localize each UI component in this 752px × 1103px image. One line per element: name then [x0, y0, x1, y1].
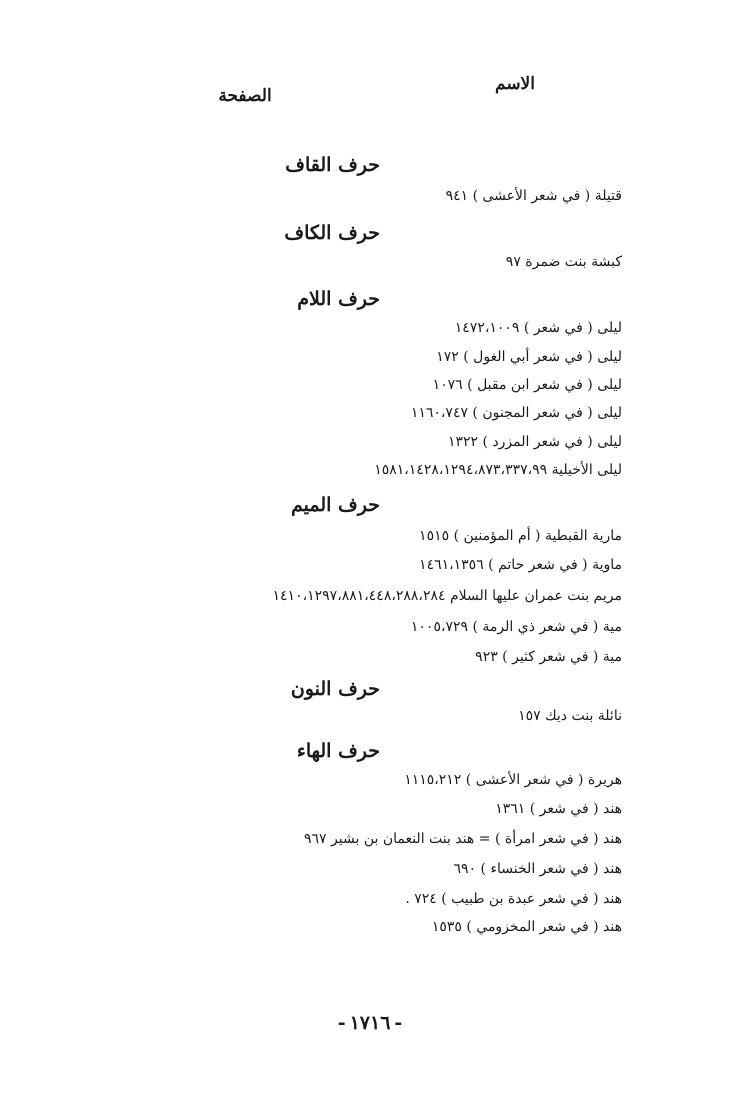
header-page-column: الصفحة [218, 86, 272, 106]
index-entry: قتيلة ( في شعر الأعشى ) ٩٤١ [445, 188, 622, 204]
section-heading-ha: حرف الهاء [296, 740, 380, 762]
section-heading-nun: حرف النون [290, 678, 380, 700]
index-entry: هند ( في شعر الخنساء ) ٦٩٠ [453, 861, 622, 877]
index-entry: هريرة ( في شعر الأعشى ) ١١١٥،٢١٢ [404, 772, 622, 788]
section-heading-qaf: حرف القاف [285, 154, 380, 176]
index-entry: هند ( في شعر المخزومي ) ١٥٣٥ [431, 919, 622, 935]
index-entry: ماوية ( في شعر حاتم ) ١٤٦١،١٣٥٦ [419, 557, 622, 573]
index-entry: هند ( في شعر امرأة ) = هند بنت النعمان بن بشير ٩٦٧ [304, 831, 622, 847]
index-entry: ليلى ( في شعر أبي الغول ) ١٧٢ [436, 349, 622, 365]
page-number [300, 1012, 440, 1034]
index-entry: ليلى ( في شعر ) ١٤٧٢،١٠٠٩ [454, 320, 622, 336]
page-number-dash: - [337, 1012, 346, 1034]
index-entry: كبشة بنت ضمرة ٩٧ [505, 254, 622, 270]
index-entry: مية ( في شعر كثير ) ٩٢٣ [475, 649, 622, 665]
section-heading-mim: حرف الميم [291, 494, 380, 516]
index-entry: ليلى ( في شعر المجنون ) ١١٦٠،٧٤٧ [410, 405, 622, 421]
page-number-value: ١٧١٦ [349, 1012, 391, 1034]
index-entry: هند ( في شعر ) ١٣٦١ [495, 801, 622, 817]
index-entry: نائلة بنت ديك ١٥٧ [518, 708, 622, 724]
index-entry: مريم بنت عمران عليها السلام ١٤١٠،١٢٩٧،٨٨١،٤٤٨،٢٨٨،٢٨٤ [272, 588, 622, 604]
header-name-column: الاسم [495, 74, 535, 94]
index-entry: ليلى ( في شعر المزرد ) ١٣٢٢ [447, 434, 622, 450]
index-entry: ليلى ( في شعر ابن مقبل ) ١٠٧٦ [432, 377, 622, 393]
index-entry: مارية القبطية ( أم المؤمنين ) ١٥١٥ [419, 528, 622, 544]
index-entry: مية ( في شعر ذي الرمة ) ١٠٠٥،٧٢٩ [410, 619, 622, 635]
section-heading-lam: حرف اللام [297, 288, 380, 310]
page-number-dash: - [394, 1012, 403, 1034]
index-entry: هند ( في شعر عبدة بن طبيب ) ٧٢٤ . [405, 891, 622, 907]
index-entry: ليلى الأخيلية ١٥٨١،١٤٢٨،١٢٩٤،٨٧٣،٣٣٧،٩٩ [374, 462, 622, 478]
section-heading-kaf: حرف الكاف [284, 222, 380, 244]
